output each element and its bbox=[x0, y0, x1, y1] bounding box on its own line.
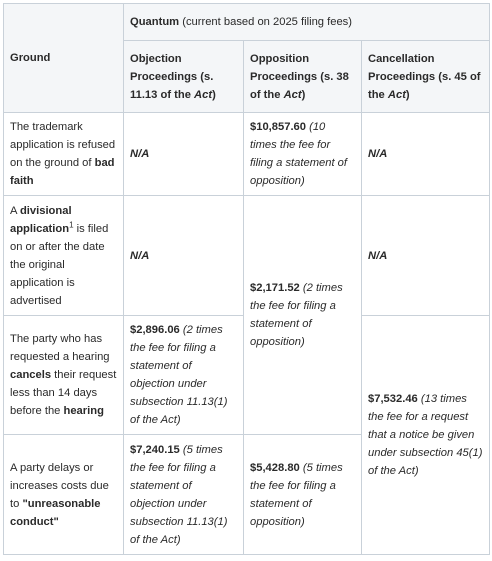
ground-cancels: The party who has requested a hearing cancels their request less than 14 days before the hearing bbox=[4, 316, 124, 435]
cancellation-divisional: N/A bbox=[362, 196, 490, 316]
objection-cancels: $2,896.06 (2 times the fee for filing a statement of objection under subsection 11.13(1) of the Act) bbox=[124, 316, 244, 435]
opposition-header: Opposition Proceedings (s. 38 of the Act) bbox=[244, 41, 362, 113]
header-row-1 bbox=[4, 4, 490, 41]
ground-unreasonable: A party delays or increases costs due to "unreasonable conduct" bbox=[4, 435, 124, 555]
quantum-header: Quantum (current based on 2025 filing fees) bbox=[124, 4, 490, 41]
cancellation-header: Cancellation Proceedings (s. 45 of the Act) bbox=[362, 41, 490, 113]
opposition-shared: $2,171.52 (2 times the fee for filing a statement of opposition) bbox=[244, 196, 362, 435]
table-row bbox=[4, 196, 490, 316]
opposition-bad-faith: $10,857.60 (10 times the fee for filing a statement of opposition) bbox=[244, 113, 362, 196]
costs-table bbox=[3, 3, 490, 555]
objection-unreasonable: $7,240.15 (5 times the fee for filing a statement of objection under subsection 11.13(1) of the Act) bbox=[124, 435, 244, 555]
opposition-unreasonable: $5,428.80 (5 times the fee for filing a statement of opposition) bbox=[244, 435, 362, 555]
objection-bad-faith: N/A bbox=[124, 113, 244, 196]
ground-header: Ground bbox=[4, 4, 124, 113]
objection-header: Objection Proceedings (s. 11.13 of the Act) bbox=[124, 41, 244, 113]
ground-divisional: A divisional application$^1$ is filed on or after the date the original application is advertised bbox=[4, 196, 124, 316]
cancellation-bad-faith: N/A bbox=[362, 113, 490, 196]
cancellation-shared: $7,532.46 (13 times the fee for a request that a notice be given under subsection 45(1) of the Act) bbox=[362, 316, 490, 555]
costs-table-container bbox=[3, 3, 491, 555]
table-row bbox=[4, 113, 490, 196]
ground-bad-faith: The trademark application is refused on the ground of bad faith bbox=[4, 113, 124, 196]
objection-divisional: N/A bbox=[124, 196, 244, 316]
